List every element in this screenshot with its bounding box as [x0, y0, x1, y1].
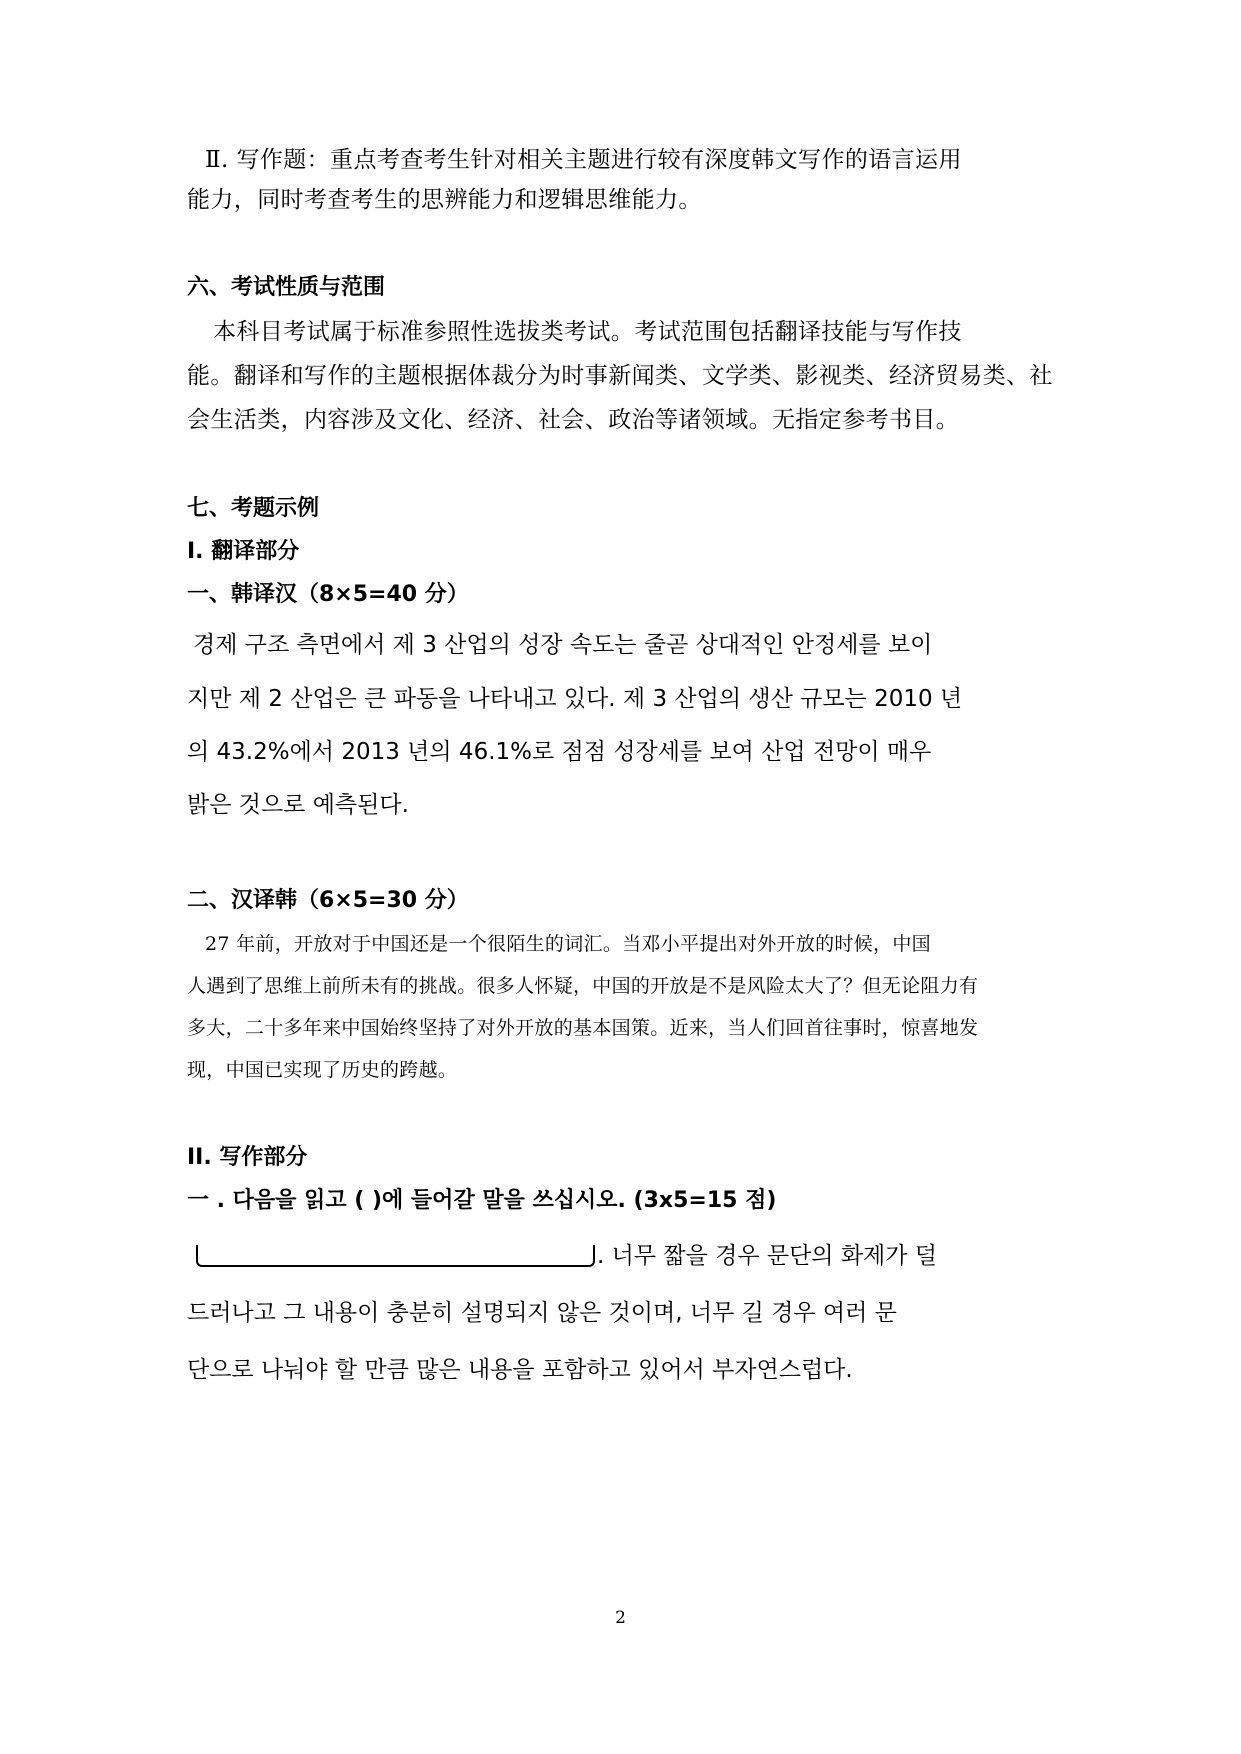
part-1-q2-title: 二、汉译韩（6×5=30 分） [187, 888, 469, 913]
chinese-passage-line-1: 27 年前，开放对于中国还是一个很陌生的词汇。当邓小平提出对外开放的时候，中国 [205, 933, 931, 955]
answer-blank[interactable] [196, 1245, 595, 1267]
chinese-passage-line-4: 现，中国已实现了历史的跨越。 [187, 1059, 458, 1081]
part-2-q1-title: 一 . 다음을 읽고 ( )에 들어갈 말을 쓰십시오. (3x5=15 점) [187, 1188, 777, 1213]
korean-passage-line-2: 지만 제 2 산업은 큰 파동을 나타내고 있다. 제 3 산업의 생산 규모는 2010 년 [187, 686, 963, 712]
part-2-title: II. 写作部分 [187, 1145, 308, 1170]
chinese-passage-line-3: 多大，二十多年来中国始终坚持了对外开放的基本国策。近来，当人们回首往事时，惊喜地发 [187, 1017, 979, 1039]
writing-item-line-2: 能力，同时考查考生的思辨能力和逻辑思维能力。 [187, 187, 702, 213]
korean-passage-line-1: 경제 구조 측면에서 제 3 산업의 성장 속도는 줄곧 상대적인 안정세를 보이 [193, 632, 933, 658]
fill-in-blank-line-3: 단으로 나눠야 할 만큼 많은 내용을 포함하고 있어서 부자연스럽다. [187, 1357, 853, 1383]
part-1-q1-title: 一、韩译汉（8×5=40 分） [187, 582, 469, 607]
section-6-line-1: 本科目考试属于标准参照性选拔类考试。考试范围包括翻译技能与写作技 [213, 319, 962, 345]
page-number: 2 [615, 1608, 626, 1628]
blank-close: . [597, 1243, 605, 1269]
korean-passage-line-4: 밝은 것으로 예측된다. [187, 792, 409, 818]
writing-item-line-1: Ⅱ. 写作题：重点考查考生针对相关主题进行较有深度韩文写作的语言运用 [205, 147, 962, 173]
part-1-title: I. 翻译部分 [187, 539, 300, 564]
korean-passage-line-3: 의 43.2%에서 2013 년의 46.1%로 점점 성장세를 보여 산업 전망이 매우 [187, 739, 932, 765]
section-6-title: 六、考试性质与范围 [187, 275, 386, 300]
fill-in-blank-line-1 [196, 1241, 937, 1271]
chinese-passage-line-2: 人遇到了思维上前所未有的挑战。很多人怀疑，中国的开放是不是风险太大了？但无论阻力有 [187, 975, 979, 997]
fill-in-line-1-text: 너무 짧을 경우 문단의 화제가 덜 [604, 1243, 938, 1269]
section-7-title: 七、考题示例 [187, 496, 320, 521]
fill-in-blank-line-2: 드러나고 그 내용이 충분히 설명되지 않은 것이며, 너무 길 경우 여러 문 [187, 1300, 897, 1326]
section-6-line-3: 会生活类，内容涉及文化、经济、社会、政治等诸领域。无指定参考书目。 [187, 407, 960, 433]
section-6-line-2: 能。翻译和写作的主题根据体裁分为时事新闻类、文学类、影视类、经济贸易类、社 [187, 363, 1053, 389]
